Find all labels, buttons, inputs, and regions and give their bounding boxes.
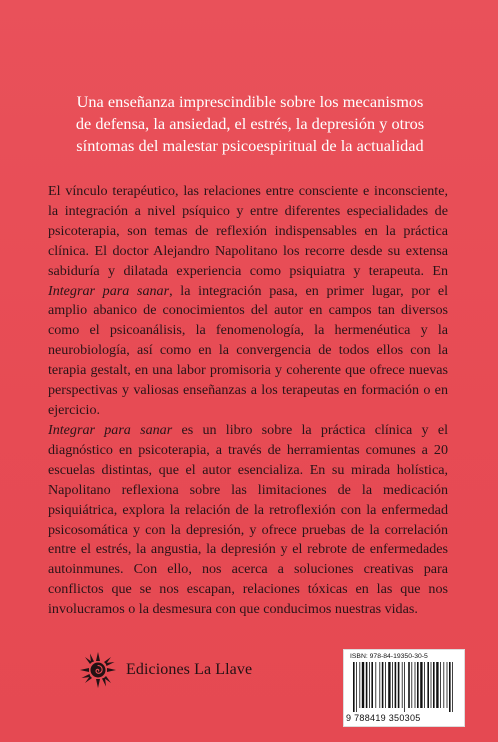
barcode-bar xyxy=(375,662,376,708)
barcode-bar xyxy=(362,662,364,708)
barcode-bar xyxy=(385,662,386,708)
headline-line-1: Una enseñanza imprescindible sobre los mecanismos xyxy=(76,92,424,111)
barcode-bar xyxy=(392,662,393,708)
barcode-bar xyxy=(369,662,370,708)
barcode-bar xyxy=(449,662,451,712)
book-title-inline: Integrar para sanar xyxy=(48,282,170,299)
barcode-bar xyxy=(433,662,435,708)
headline-line-3: síntomas del malestar psicoespiritual de la actualidad xyxy=(76,136,424,155)
barcode-bar xyxy=(411,662,412,708)
paragraph-1-text-a: El vínculo terapéutico, las relaciones entre consciente e inconsciente, la integración a nivel psíquico y entre diferentes especialidades de psicoterapia, son temas de reflexión indispensables en la práctica clínica. El doctor Alejandro Napolitano los recorre desde su extensa sabiduría y dilatada experiencia como psiquiatra y terapeuta. En xyxy=(48,183,448,279)
sun-spiral-logo-icon xyxy=(78,650,118,690)
barcode-bar xyxy=(359,662,360,708)
cover-headline xyxy=(70,91,430,157)
barcode-bar xyxy=(452,662,453,712)
barcode-bar xyxy=(436,662,438,708)
paragraph-1-text-b: , la integración pasa, en primer lugar, por el amplio abanico de conocimientos del autor en campos tan diversos como el psicoanálisis, la fenomenología, la hermenéutica y la neurobiología, así como en la convergencia de todos ellos con la terapia gestalt, en una labor promisoria y coherente que ofrece nuevas perspectivas y valiosas enseñanzas a los terapeutas en formación o en ejercicio. xyxy=(48,282,448,418)
barcode-bar xyxy=(366,662,368,708)
barcode-bar xyxy=(440,662,441,708)
barcode-bar xyxy=(353,662,355,712)
headline-line-2: de defensa, la ansiedad, el estrés, la depresión y otros xyxy=(75,114,425,133)
barcode-bar xyxy=(371,662,373,708)
barcode-bar xyxy=(388,662,390,708)
description-paragraph-1 xyxy=(48,182,448,421)
barcode-bar xyxy=(379,662,380,708)
barcode-bar xyxy=(427,662,429,708)
barcode-bar xyxy=(417,662,419,708)
barcode-bar xyxy=(424,662,425,708)
barcode-bar xyxy=(382,662,384,708)
barcode-bar xyxy=(398,662,400,708)
barcode-bar xyxy=(447,662,448,708)
publisher-name: Ediciones La Llave xyxy=(126,661,253,678)
barcode-digits: 9 788419 350305 xyxy=(346,713,421,723)
barcode-bar xyxy=(443,662,444,708)
barcode-bar xyxy=(408,662,410,708)
book-title-inline: Integrar para sanar xyxy=(48,422,173,438)
barcode-bar xyxy=(420,662,422,708)
publisher-logo xyxy=(78,650,338,694)
description-paragraph-2 xyxy=(48,421,448,620)
isbn-label: ISBN: 978-84-19350-30-5 xyxy=(350,653,428,660)
barcode-bar xyxy=(356,662,357,712)
barcode-bar xyxy=(395,662,397,708)
barcode-bar xyxy=(404,662,405,712)
paragraph-2-text: es un libro sobre la práctica clínica y el diagnóstico en psicoterapia, a través de herramientas comunes a 20 escuelas distintas, que el autor esencializa. En su mirada holística, Napolitano reflexiona sobre las limitaciones de la medicación psiquiátrica, explora la relación de la retroflexión con la enfermedad psicosomática y con la depresión, y ofrece pruebas de la correlación entre el estrés, la angustia, la depresión y el rebrote de enfermedades autoinmunes. Con ello, nos acerca a soluciones creativas para conflictos que se nos escapan, relaciones tóxicas en las que nos involucramos o la desmesura con que conducimos nuestras vidas. xyxy=(48,422,448,618)
barcode-bar xyxy=(402,662,403,708)
barcode-icon xyxy=(351,662,459,712)
isbn-barcode-box xyxy=(343,649,465,727)
barcode-bar xyxy=(431,662,432,708)
barcode-bar xyxy=(415,662,416,708)
